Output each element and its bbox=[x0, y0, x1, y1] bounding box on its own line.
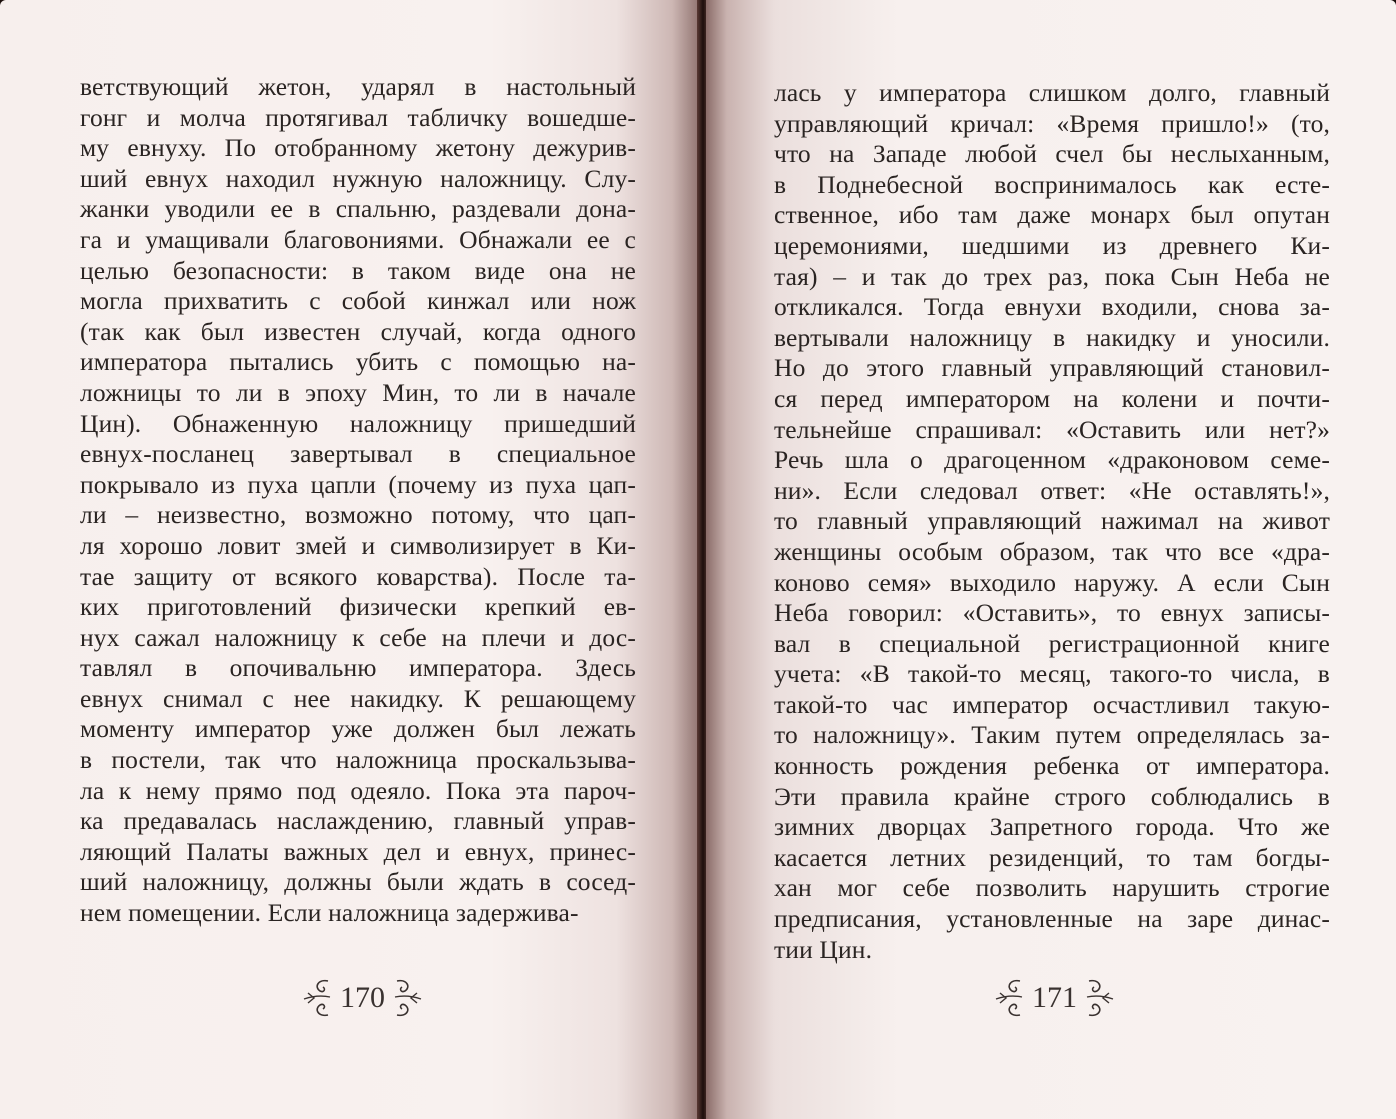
text-line: такой-то час император осчастливил такую- bbox=[774, 689, 1330, 719]
text-line: ни». Если следовал ответ: «Не оставлять!», bbox=[774, 475, 1330, 505]
text-line: евнух снимал с нее накидку. К решающему bbox=[80, 683, 636, 713]
text-line: ляющий Палаты важных дел и евнух, принес- bbox=[80, 836, 636, 866]
scroll-ornament-right-icon bbox=[1083, 975, 1117, 1021]
text-line: нем помещении. Если наложница задержива- bbox=[80, 898, 579, 928]
text-line: вертывали наложницу в накидку и уносили. bbox=[774, 322, 1330, 352]
text-line: тае защиту от всякого коварства). После та- bbox=[80, 561, 636, 591]
text-line: предписания, установленные на заре динас- bbox=[774, 904, 1330, 934]
text-line: женщины особым образом, так что все «дра- bbox=[774, 536, 1330, 566]
text-line: ля хорошо ловит змей и символизирует в Ки- bbox=[80, 530, 636, 560]
text-line: (так как был известен случай, когда одного bbox=[80, 316, 636, 346]
text-line: га и умащивали благовониями. Обнажали ее с bbox=[80, 224, 636, 254]
right-page-folio bbox=[992, 975, 1117, 1021]
text-line: моменту император уже должен был лежать bbox=[80, 714, 636, 744]
text-line: зимних дворцах Запретного города. Что же bbox=[774, 812, 1330, 842]
text-line: ший евнух находил нужную наложницу. Слу- bbox=[80, 163, 636, 193]
text-line: нух сажал наложницу к себе на плечи и дос- bbox=[80, 622, 636, 652]
text-line: управляющий кричал: «Время пришло!» (то, bbox=[774, 108, 1330, 138]
text-line: императора пытались убить с помощью на- bbox=[80, 347, 636, 377]
text-line: тельнейше спрашивал: «Оставить или нет?» bbox=[774, 414, 1330, 444]
text-line: ка предавалась наслаждению, главный управ- bbox=[80, 806, 636, 836]
text-line: Речь шла о драгоценном «драконовом семе- bbox=[774, 445, 1330, 475]
text-line: гонг и молча протягивал табличку вошедше- bbox=[80, 102, 636, 132]
text-line: Цин). Обнаженную наложницу пришедший bbox=[80, 408, 636, 438]
text-line: в Поднебесной воспринималось как есте- bbox=[774, 169, 1330, 199]
text-line: ложницы то ли в эпоху Мин, то ли в начале bbox=[80, 377, 636, 407]
text-line: целью безопасности: в таком виде она не bbox=[80, 255, 636, 285]
scroll-ornament-left-icon bbox=[300, 975, 334, 1021]
text-line: коново семя» выходило наружу. А если Сын bbox=[774, 567, 1330, 597]
text-line: евнух-посланец завертывал в специальное bbox=[80, 439, 636, 469]
left-page-folio bbox=[300, 975, 425, 1021]
page-number: 170 bbox=[340, 981, 385, 1014]
text-line: ких приготовлений физически крепкий ев- bbox=[80, 592, 636, 622]
text-line: ший наложницу, должны были ждать в сосед- bbox=[80, 867, 636, 897]
text-line: тавлял в опочивальню императора. Здесь bbox=[80, 653, 636, 683]
text-line: касается летних резиденций, то там богды- bbox=[774, 842, 1330, 872]
text-line: вал в специальной регистрационной книге bbox=[774, 628, 1330, 658]
text-line: откликался. Тогда евнухи входили, снова за- bbox=[774, 292, 1330, 322]
text-line: Но до этого главный управляющий становил- bbox=[774, 353, 1330, 383]
text-line: Неба говорил: «Оставить», то евнух записы- bbox=[774, 598, 1330, 628]
right-page bbox=[706, 0, 1396, 1119]
text-line: лась у императора слишком долго, главный bbox=[774, 78, 1330, 107]
text-line: то наложницу». Таким путем определялась за- bbox=[774, 720, 1330, 750]
text-line: что на Западе любой счел бы неслыханным, bbox=[774, 139, 1330, 169]
text-line: ветствующий жетон, ударял в настольный bbox=[80, 72, 636, 101]
text-line: тая) – и так до трех раз, пока Сын Неба не bbox=[774, 261, 1330, 291]
page-number: 171 bbox=[1032, 981, 1077, 1014]
text-line: в постели, так что наложница проскальзыва- bbox=[80, 745, 636, 775]
text-line: ла к нему прямо под одеяло. Пока эта пароч- bbox=[80, 775, 636, 805]
text-line: ственное, ибо там даже монарх был опутан bbox=[774, 200, 1330, 230]
text-line: могла прихватить с собой кинжал или нож bbox=[80, 286, 636, 316]
text-line: покрывало из пуха цапли (почему из пуха цап- bbox=[80, 469, 636, 499]
right-page-text bbox=[774, 78, 1330, 965]
text-line: тии Цин. bbox=[774, 934, 873, 964]
text-line: конность рождения ребенка от императора. bbox=[774, 751, 1330, 781]
text-line: церемониями, шедшими из древнего Ки- bbox=[774, 230, 1330, 260]
text-line: Эти правила крайне строго соблюдались в bbox=[774, 781, 1330, 811]
text-line: учета: «В такой-то месяц, такого-то числа, в bbox=[774, 659, 1330, 689]
text-line: ли – неизвестно, возможно потому, что цап- bbox=[80, 500, 636, 530]
text-line: жанки уводили ее в спальню, раздевали дона- bbox=[80, 194, 636, 224]
text-line: то главный управляющий нажимал на живот bbox=[774, 506, 1330, 536]
left-page-text bbox=[80, 72, 636, 929]
text-line: ся перед императором на колени и почти- bbox=[774, 383, 1330, 413]
scroll-ornament-right-icon bbox=[391, 975, 425, 1021]
text-line: хан мог себе позволить нарушить строгие bbox=[774, 873, 1330, 903]
text-line: му евнуху. По отобранному жетону дежурив- bbox=[80, 133, 636, 163]
scroll-ornament-left-icon bbox=[992, 975, 1026, 1021]
